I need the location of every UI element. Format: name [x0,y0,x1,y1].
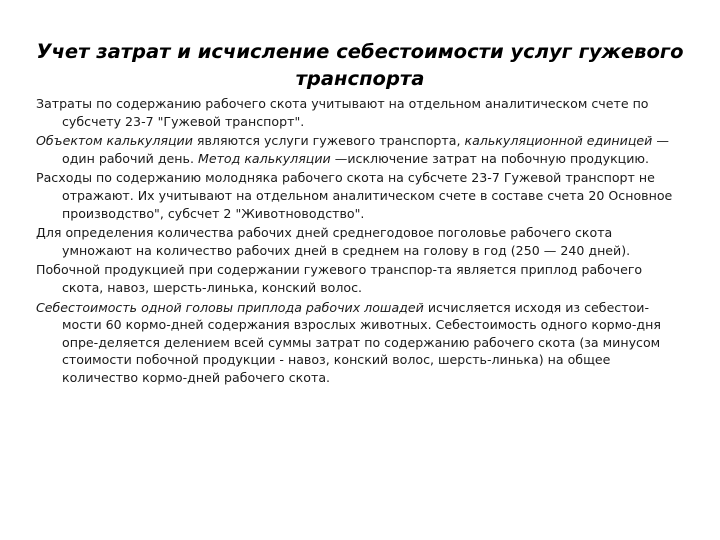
emphasized-term: калькуляционной единицей [464,133,653,149]
emphasized-term: Себестоимость одной головы приплода рабочих лошадей [36,299,424,315]
body-paragraph [36,169,682,222]
paragraph-text: исчисляется исходя из себестои-мости 60 кормо-дней содержания взрослых животных. Себестоимость одного кормо-дня опре-деляется делением всей суммы затрат по содержанию рабочего скота (за минусом стоимости побочной продукции - навоз, конский волос, шерсть-линька) на общее количество кормо-дней рабочего скота. [62,299,661,385]
slide-title: Учет затрат и исчисление себестоимости услуг гужевого транспорта [36,40,684,90]
emphasized-term: Объектом калькуляции [36,133,193,149]
paragraph-text: Затраты по содержанию рабочего скота учитывают на отдельном аналитическом счете по субсчету 23-7 "Гужевой транспорт". [36,96,649,129]
body-paragraph [36,261,682,296]
paragraph-text: — один рабочий день. [62,133,669,166]
paragraph-text: —исключение затрат на побочную продукцию. [330,150,650,166]
emphasized-term: Метод калькуляции [197,150,331,166]
body-paragraph [36,224,682,259]
body-paragraph [36,299,682,387]
slide-body [36,95,682,389]
paragraph-text: Для определения количества рабочих дней среднегодовое поголовье рабочего скота умножают на количество рабочих дней в среднем на голову в год (250 — 240 дней). [36,225,631,258]
body-paragraph [36,95,682,130]
body-paragraph [36,132,682,167]
paragraph-text: Побочной продукцией при содержании гужевого транспор-та является приплод рабочего скота, навоз, шерсть-линька, конский волос. [36,262,643,295]
paragraph-text: Расходы по содержанию молодняка рабочего скота на субсчете 23-7 Гужевой транспорт не отражают. Их учитывают на отдельном аналитическом счете в составе счета 20 Основное производство", субсчет 2 "Животноводство". [36,170,673,221]
paragraph-text: являются услуги гужевого транспорта, [192,133,465,149]
